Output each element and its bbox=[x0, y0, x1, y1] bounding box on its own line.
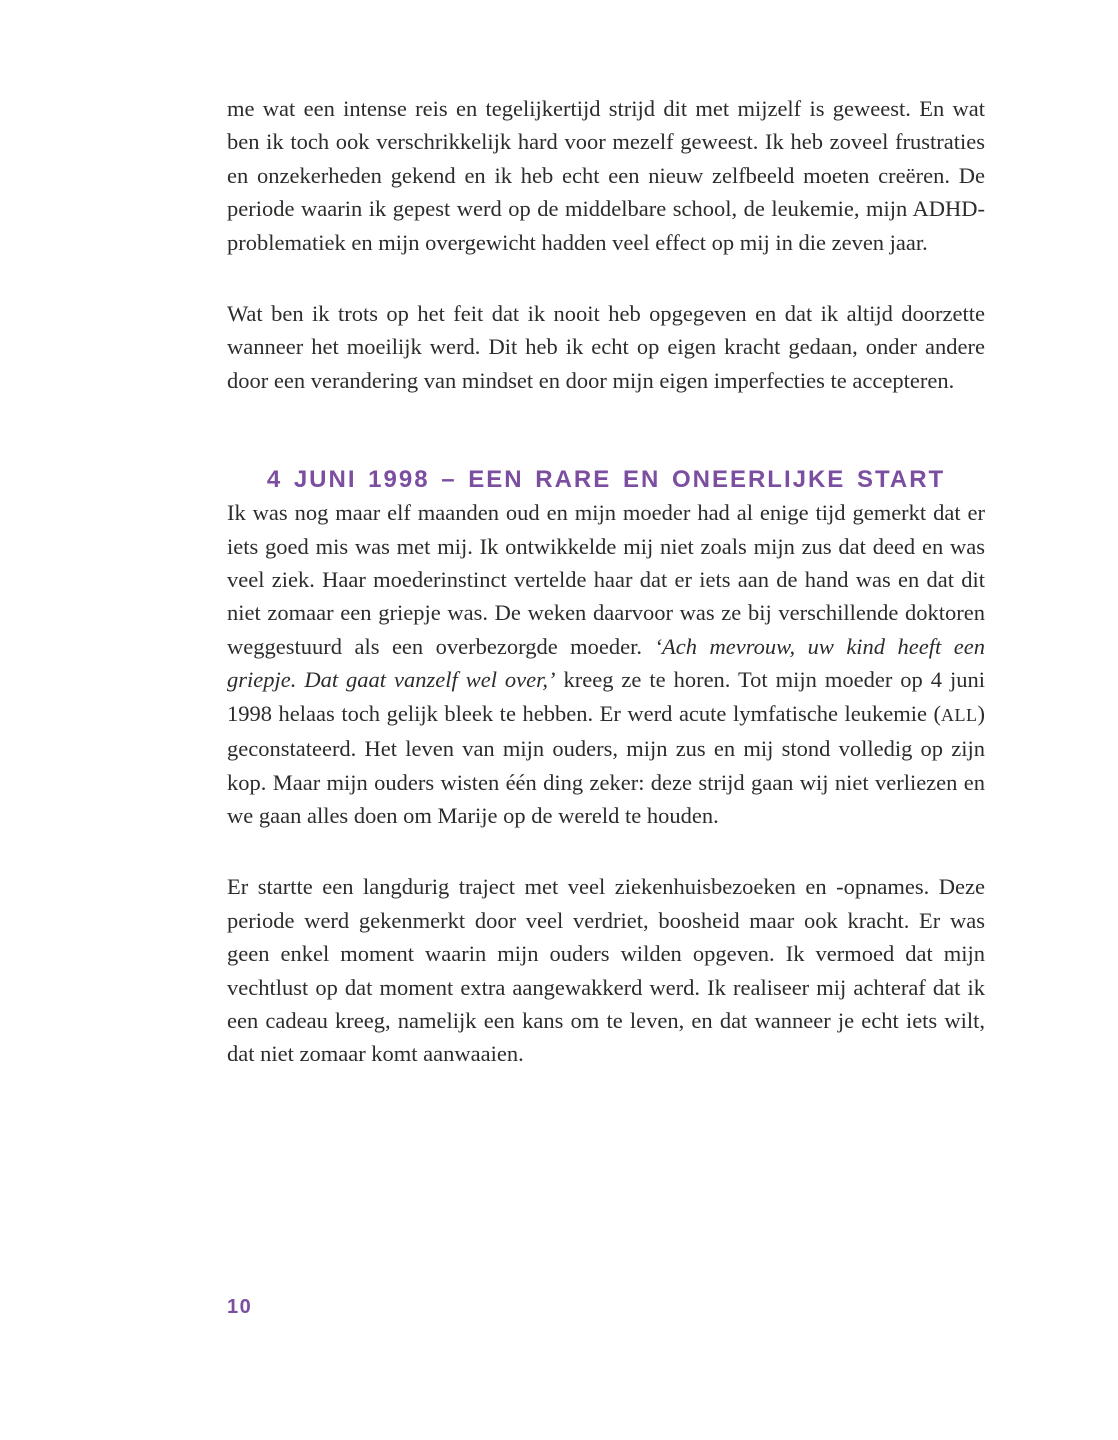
paragraph: Wat ben ik trots op het feit dat ik nooit heb opgegeven en dat ik altijd doorzette wanneer het moeilijk werd. Dit heb ik echt op eigen kracht gedaan, onder andere door een verandering van mindset en door mijn eigen imperfecties te accepteren. bbox=[227, 301, 985, 393]
paragraph-continuation: me wat een intense reis en tegelijkertijd strijd dit met mijzelf is geweest. En wat ben ik toch ook verschrikkelijk hard voor mezelf geweest. Ik heb zoveel frustraties en onzekerheden gekend en ik heb echt een nieuw zelfbeeld moeten creëren. De periode waarin ik gepest werd op de middelbare school, de leukemie, mijn ADHD-problematiek en mijn overgewicht hadden veel effect op mij in die zeven jaar. bbox=[227, 96, 985, 255]
paragraph-segment: kreeg ze te horen. Tot mijn moeder op 4 juni 1998 helaas toch gelijk bleek te hebben. Er werd acute lymfatische leukemie ( bbox=[227, 667, 985, 726]
text-block bbox=[227, 92, 985, 1109]
paragraph bbox=[227, 496, 985, 832]
paragraph-segment-small-caps: ALL bbox=[941, 704, 978, 725]
paragraph-segment: ) geconstateerd. Het leven van mijn ouders, mijn zus en mij stond volledig op zijn kop. Maar mijn ouders wisten één ding zeker: deze strijd gaan wij niet verliezen en we gaan alles doen om Marije op de wereld te houden. bbox=[227, 700, 985, 828]
page-footer bbox=[227, 1296, 252, 1319]
paragraph: Er startte een langdurig traject met veel ziekenhuisbezoeken en -opnames. Deze periode werd gekenmerkt door veel verdriet, boosheid maar ook kracht. Er was geen enkel moment waarin mijn ouders wilden opgeven. Ik vermoed dat mijn vechtlust op dat moment extra aangewakkerd werd. Ik realiseer mij achteraf dat ik een cadeau kreeg, namelijk een kans om te leven, en dat wanneer je echt iets wilt, dat niet zomaar komt aanwaaien. bbox=[227, 874, 985, 1067]
page-number: 10 bbox=[227, 1296, 253, 1318]
paragraph-segment-italic-quote: ‘Ach mevrouw, uw kind heeft een griepje. Dat gaat vanzelf wel over,’ bbox=[227, 633, 985, 693]
paragraph-segment: Ik was nog maar elf maanden oud en mijn moeder had al enige tijd gemerkt dat er iets goed mis was met mij. Ik ontwikkelde mij niet zoals mijn zus dat deed en was veel ziek. Haar moederinstinct vertelde haar dat er iets aan de hand was en dat dit niet zomaar een griepje was. De weken daarvoor was ze bij verschillende doktoren weggestuurd als een overbezorgde moeder. bbox=[227, 500, 985, 659]
section-heading: 4 JUNI 1998 – EEN RARE EN ONEERLIJKE START bbox=[266, 466, 946, 494]
